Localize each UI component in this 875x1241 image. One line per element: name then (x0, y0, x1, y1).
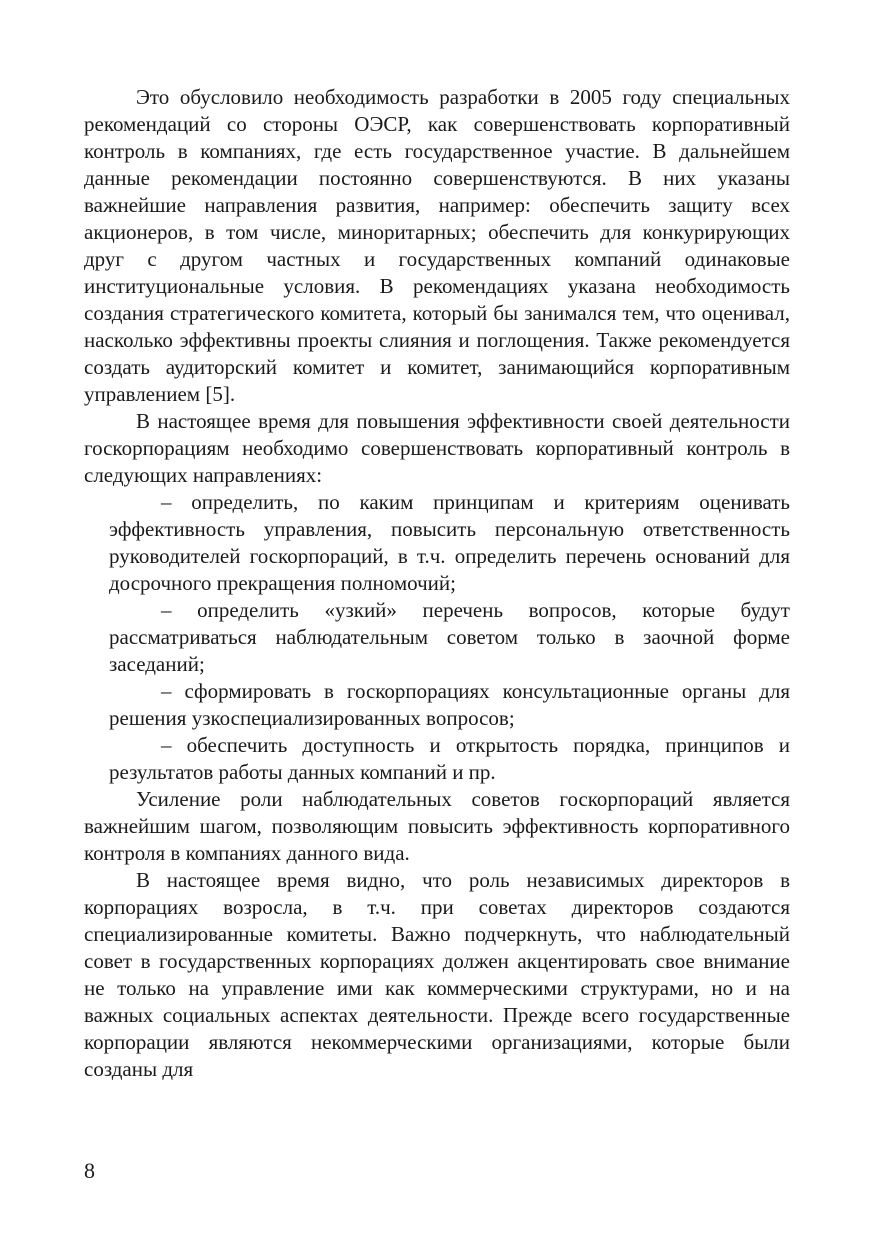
paragraph-improvement-directions: В настоящее время для повышения эффективности своей деятельности госкорпорациям необходимо совершенствовать корпоративный контроль в следующих направлениях: (84, 409, 790, 487)
list-item: – определить «узкий» перечень вопросов, которые будут рассматриваться наблюдательным советом только в заочной форме заседаний; (109, 598, 790, 676)
paragraph-independent-directors: В настоящее время видно, что роль независимых директоров в корпорациях возросла, в т.ч. при советах директоров создаются специализированные комитеты. Важно подчеркнуть, что наблюдательный совет в государственных корпорациях должен акцентировать свое внимание не только на управление ими как коммерческими структурами, но и на важных социальных аспектах деятельности. Прежде всего государственные корпорации являются некоммерческими организациями, которые были созданы для (84, 868, 790, 1081)
list-item: – определить, по каким принципам и критериям оценивать эффективность управления, повысить персональную ответственность руководителей госкорпораций, в т.ч. определить перечень оснований для досрочного прекращения полномочий; (109, 490, 790, 595)
list-item: – сформировать в госкорпорациях консультационные органы для решения узкоспециализированных вопросов; (109, 679, 790, 730)
directions-list (84, 489, 790, 786)
page-number: 8 (84, 1158, 95, 1183)
body-text (84, 84, 790, 1083)
paragraph-supervisory-boards: Усиление роли наблюдательных советов госкорпораций является важнейшим шагом, позволяющим повысить эффективность корпоративного контроля в компаниях данного вида. (84, 787, 790, 865)
list-item: – обеспечить доступность и открытость порядка, принципов и результатов работы данных компаний и пр. (109, 733, 790, 784)
paragraph-oecd-recommendations: Это обусловило необходимость разработки в 2005 году специальных рекомендаций со стороны ОЭСР, как совершенствовать корпоративный контроль в компаниях, где есть государственное участие. В дальнейшем данные рекомендации постоянно совершенствуются. В них указаны важнейшие направления развития, например: обеспечить защиту всех акционеров, в том числе, миноритарных; обеспечить для конкурирующих друг с другом частных и государственных компаний одинаковые институциональные условия. В рекомендациях указана необходимость создания стратегического комитета, который бы занимался тем, что оценивал, насколько эффективны проекты слияния и поглощения. Также рекомендуется создать аудиторский комитет и комитет, занимающийся корпоративным управлением [5]. (84, 85, 790, 406)
